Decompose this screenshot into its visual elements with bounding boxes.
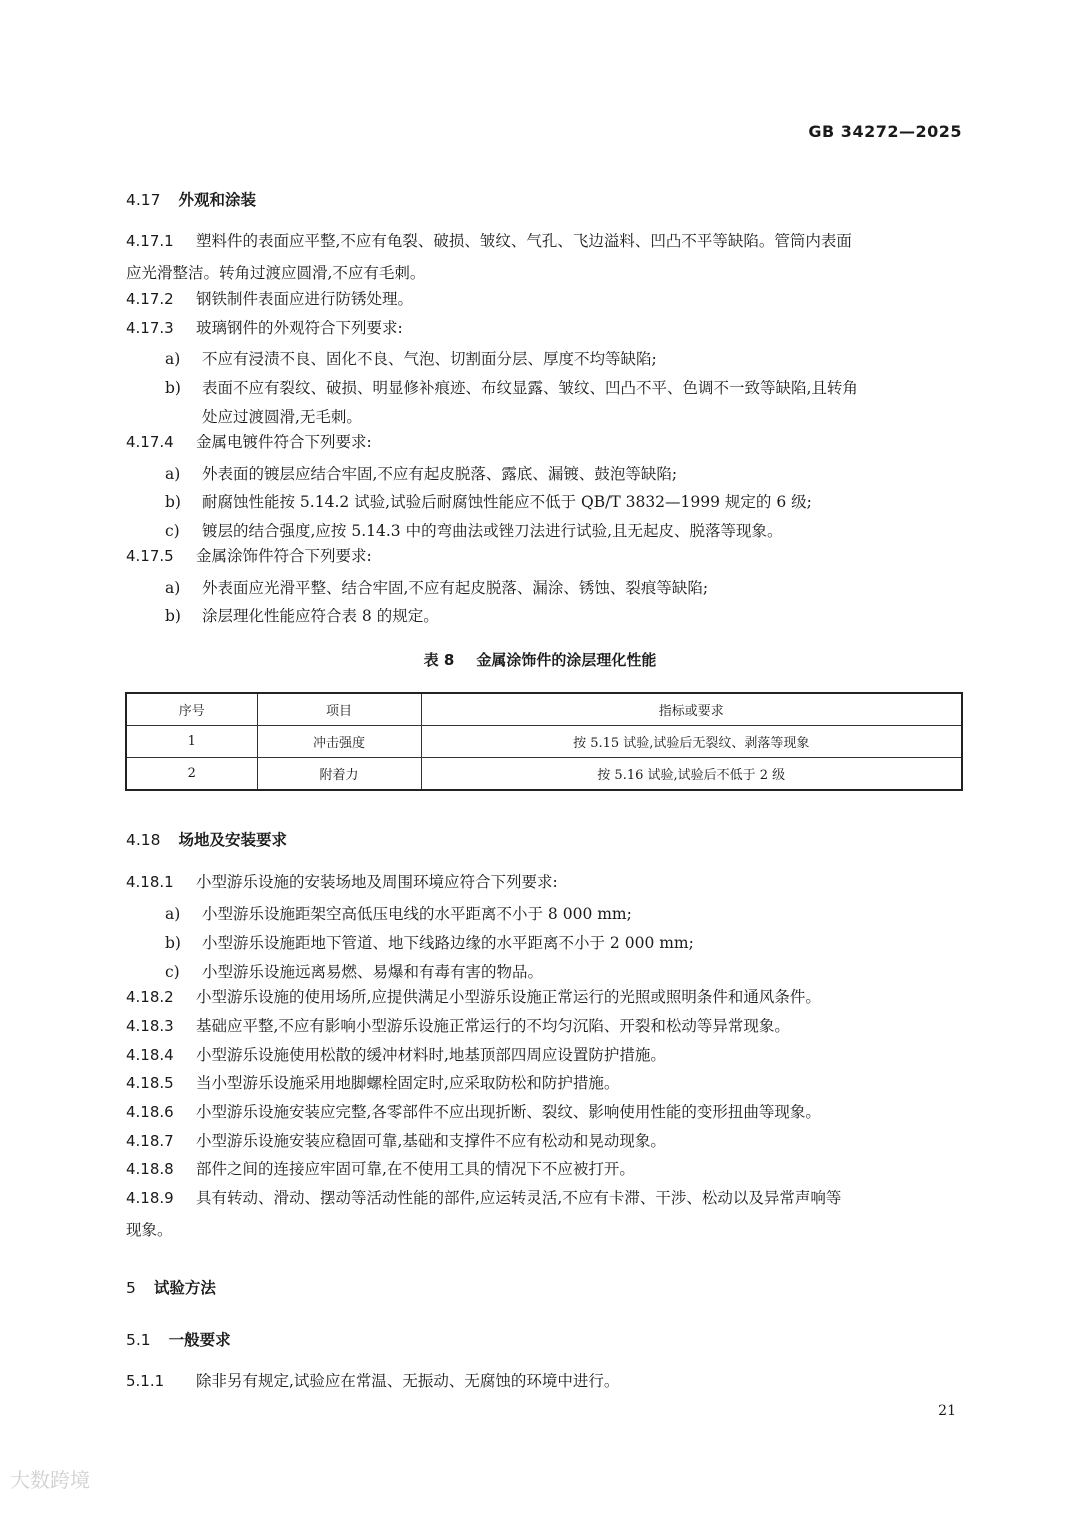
heading-title: 场地及安装要求 — [178, 831, 288, 849]
clause-number: 4.18.9 — [126, 1189, 174, 1207]
clause-number: 4.17.5 — [126, 547, 174, 565]
heading-title: 一般要求 — [168, 1331, 231, 1349]
clause-continuation: 现象。 — [126, 1221, 173, 1239]
clause-text: 小型游乐设施安装应完整,各零部件不应出现折断、裂纹、影响使用性能的变形扭曲等现象。 — [196, 1103, 821, 1121]
table-row — [126, 726, 962, 758]
list-item — [165, 376, 858, 398]
heading-number: 4.17 — [126, 191, 161, 209]
heading-number: 5 — [126, 1279, 136, 1297]
list-item — [165, 931, 694, 953]
clause-number: 5.1.1 — [126, 1372, 165, 1390]
clause-number: 4.17.4 — [126, 433, 174, 451]
clause-number: 4.18.8 — [126, 1160, 174, 1178]
list-text: 小型游乐设施距地下管道、地下线路边缘的水平距离不小于 2 000 mm; — [202, 934, 694, 952]
clause-text: 金属涂饰件符合下列要求: — [196, 547, 372, 565]
table-cell: 按 5.16 试验,试验后不低于 2 级 — [421, 758, 962, 791]
list-item-continuation: 处应过渡圆滑,无毛刺。 — [202, 408, 362, 426]
clause-5-1-1 — [126, 1372, 962, 1391]
column-header: 指标或要求 — [421, 693, 962, 726]
document-number: GB 34272—2025 — [808, 122, 962, 141]
list-marker: a) — [165, 905, 181, 923]
clause-text: 基础应平整,不应有影响小型游乐设施正常运行的不均匀沉陷、开裂和松动等异常现象。 — [196, 1017, 790, 1035]
list-item — [165, 462, 677, 484]
clause-4-18-2 — [126, 988, 962, 1007]
watermark: 大数跨境 — [10, 1468, 90, 1492]
clause-number: 4.18.4 — [126, 1046, 174, 1064]
clause-number: 4.17.1 — [126, 232, 174, 250]
clause-text: 当小型游乐设施采用地脚螺栓固定时,应采取防松和防护措施。 — [196, 1074, 620, 1092]
list-item — [165, 604, 439, 626]
list-marker: b) — [165, 493, 181, 511]
clause-4-18-7 — [126, 1132, 962, 1151]
table-cell: 按 5.15 试验,试验后无裂纹、剥落等现象 — [421, 726, 962, 758]
table-title: 金属涂饰件的涂层理化性能 — [476, 651, 657, 669]
table-header-row — [126, 693, 962, 726]
clause-text: 钢铁制件表面应进行防锈处理。 — [196, 290, 414, 308]
list-text: 小型游乐设施距架空高低压电线的水平距离不小于 8 000 mm; — [202, 905, 632, 923]
list-text: 镀层的结合强度,应按 5.14.3 中的弯曲法或锉刀法进行试验,且无起皮、脱落等现象。 — [202, 522, 783, 540]
clause-4-17-3 — [126, 319, 962, 338]
list-marker: c) — [165, 522, 180, 540]
section-heading-4-18 — [126, 828, 287, 850]
clause-number: 4.17.3 — [126, 319, 174, 337]
heading-number: 5.1 — [126, 1331, 151, 1349]
column-header: 项目 — [257, 693, 421, 726]
list-text: 耐腐蚀性能按 5.14.2 试验,试验后耐腐蚀性能应不低于 QB/T 3832—1999 规定的 6 级; — [202, 493, 812, 511]
list-text: 不应有浸渍不良、固化不良、气泡、切割面分层、厚度不均等缺陷; — [202, 350, 657, 368]
clause-text: 小型游乐设施的安装场地及周围环境应符合下列要求: — [196, 873, 558, 891]
clause-text: 除非另有规定,试验应在常温、无振动、无腐蚀的环境中进行。 — [196, 1372, 620, 1390]
clause-4-18-4 — [126, 1046, 962, 1065]
clause-number: 4.18.5 — [126, 1074, 174, 1092]
clause-continuation: 应光滑整洁。转角过渡应圆滑,不应有毛刺。 — [126, 264, 426, 282]
clause-number: 4.18.2 — [126, 988, 174, 1006]
heading-number: 4.18 — [126, 831, 161, 849]
list-text: 外表面应光滑平整、结合牢固,不应有起皮脱落、漏涂、锈蚀、裂痕等缺陷; — [202, 579, 709, 597]
clause-4-17-1 — [126, 232, 962, 251]
clause-text: 小型游乐设施使用松散的缓冲材料时,地基顶部四周应设置防护措施。 — [196, 1046, 666, 1064]
list-marker: b) — [165, 607, 181, 625]
table-row — [126, 758, 962, 791]
table-cell: 2 — [126, 758, 257, 791]
list-item — [165, 347, 657, 369]
column-header: 序号 — [126, 693, 257, 726]
table-label: 表 8 — [423, 651, 455, 669]
clause-number: 4.17.2 — [126, 290, 174, 308]
table-cell: 冲击强度 — [257, 726, 421, 758]
clause-text: 金属电镀件符合下列要求: — [196, 433, 372, 451]
clause-4-17-5 — [126, 547, 962, 566]
list-text: 外表面的镀层应结合牢固,不应有起皮脱落、露底、漏镀、鼓泡等缺陷; — [202, 465, 678, 483]
list-marker: a) — [165, 350, 181, 368]
clause-text: 部件之间的连接应牢固可靠,在不使用工具的情况下不应被打开。 — [196, 1160, 635, 1178]
section-heading-5 — [126, 1276, 216, 1298]
clause-4-18-5 — [126, 1074, 962, 1093]
clause-4-18-9 — [126, 1189, 962, 1208]
clause-4-17-4 — [126, 433, 962, 452]
clause-4-18-1 — [126, 873, 962, 892]
clause-text: 具有转动、滑动、摆动等活动性能的部件,应运转灵活,不应有卡滞、干涉、松动以及异常声响等 — [196, 1189, 842, 1207]
clause-4-18-3 — [126, 1017, 962, 1036]
coating-properties-table — [125, 692, 963, 791]
list-marker: a) — [165, 465, 181, 483]
clause-number: 4.18.6 — [126, 1103, 174, 1121]
table-cell: 1 — [126, 726, 257, 758]
table-cell: 附着力 — [257, 758, 421, 791]
clause-text: 塑料件的表面应平整,不应有龟裂、破损、皱纹、气孔、飞边溢料、凹凸不平等缺陷。管筒内表面 — [196, 232, 852, 250]
list-item — [165, 490, 812, 512]
table-caption — [0, 649, 1080, 670]
clause-text: 玻璃钢件的外观符合下列要求: — [196, 319, 403, 337]
list-marker: b) — [165, 934, 181, 952]
list-item — [165, 960, 543, 982]
list-item — [165, 519, 783, 541]
list-text: 小型游乐设施远离易燃、易爆和有毒有害的物品。 — [202, 963, 544, 981]
clause-4-18-6 — [126, 1103, 962, 1122]
section-heading-4-17 — [126, 188, 256, 210]
page-number: 21 — [938, 1403, 956, 1419]
heading-title: 外观和涂装 — [178, 191, 257, 209]
list-marker: c) — [165, 963, 180, 981]
heading-title: 试验方法 — [153, 1279, 216, 1297]
section-heading-5-1 — [126, 1328, 231, 1350]
clause-text: 小型游乐设施的使用场所,应提供满足小型游乐设施正常运行的光照或照明条件和通风条件。 — [196, 988, 821, 1006]
list-text: 表面不应有裂纹、破损、明显修补痕迹、布纹显露、皱纹、凹凸不平、色调不一致等缺陷,且转角 — [202, 379, 858, 397]
list-marker: a) — [165, 579, 181, 597]
list-text: 涂层理化性能应符合表 8 的规定。 — [202, 607, 439, 625]
clause-number: 4.18.7 — [126, 1132, 174, 1150]
list-marker: b) — [165, 379, 181, 397]
clause-4-17-2 — [126, 290, 962, 309]
clause-number: 4.18.3 — [126, 1017, 174, 1035]
clause-number: 4.18.1 — [126, 873, 174, 891]
clause-text: 小型游乐设施安装应稳固可靠,基础和支撑件不应有松动和晃动现象。 — [196, 1132, 666, 1150]
clause-4-18-8 — [126, 1160, 962, 1179]
list-item — [165, 576, 708, 598]
list-item — [165, 902, 632, 924]
